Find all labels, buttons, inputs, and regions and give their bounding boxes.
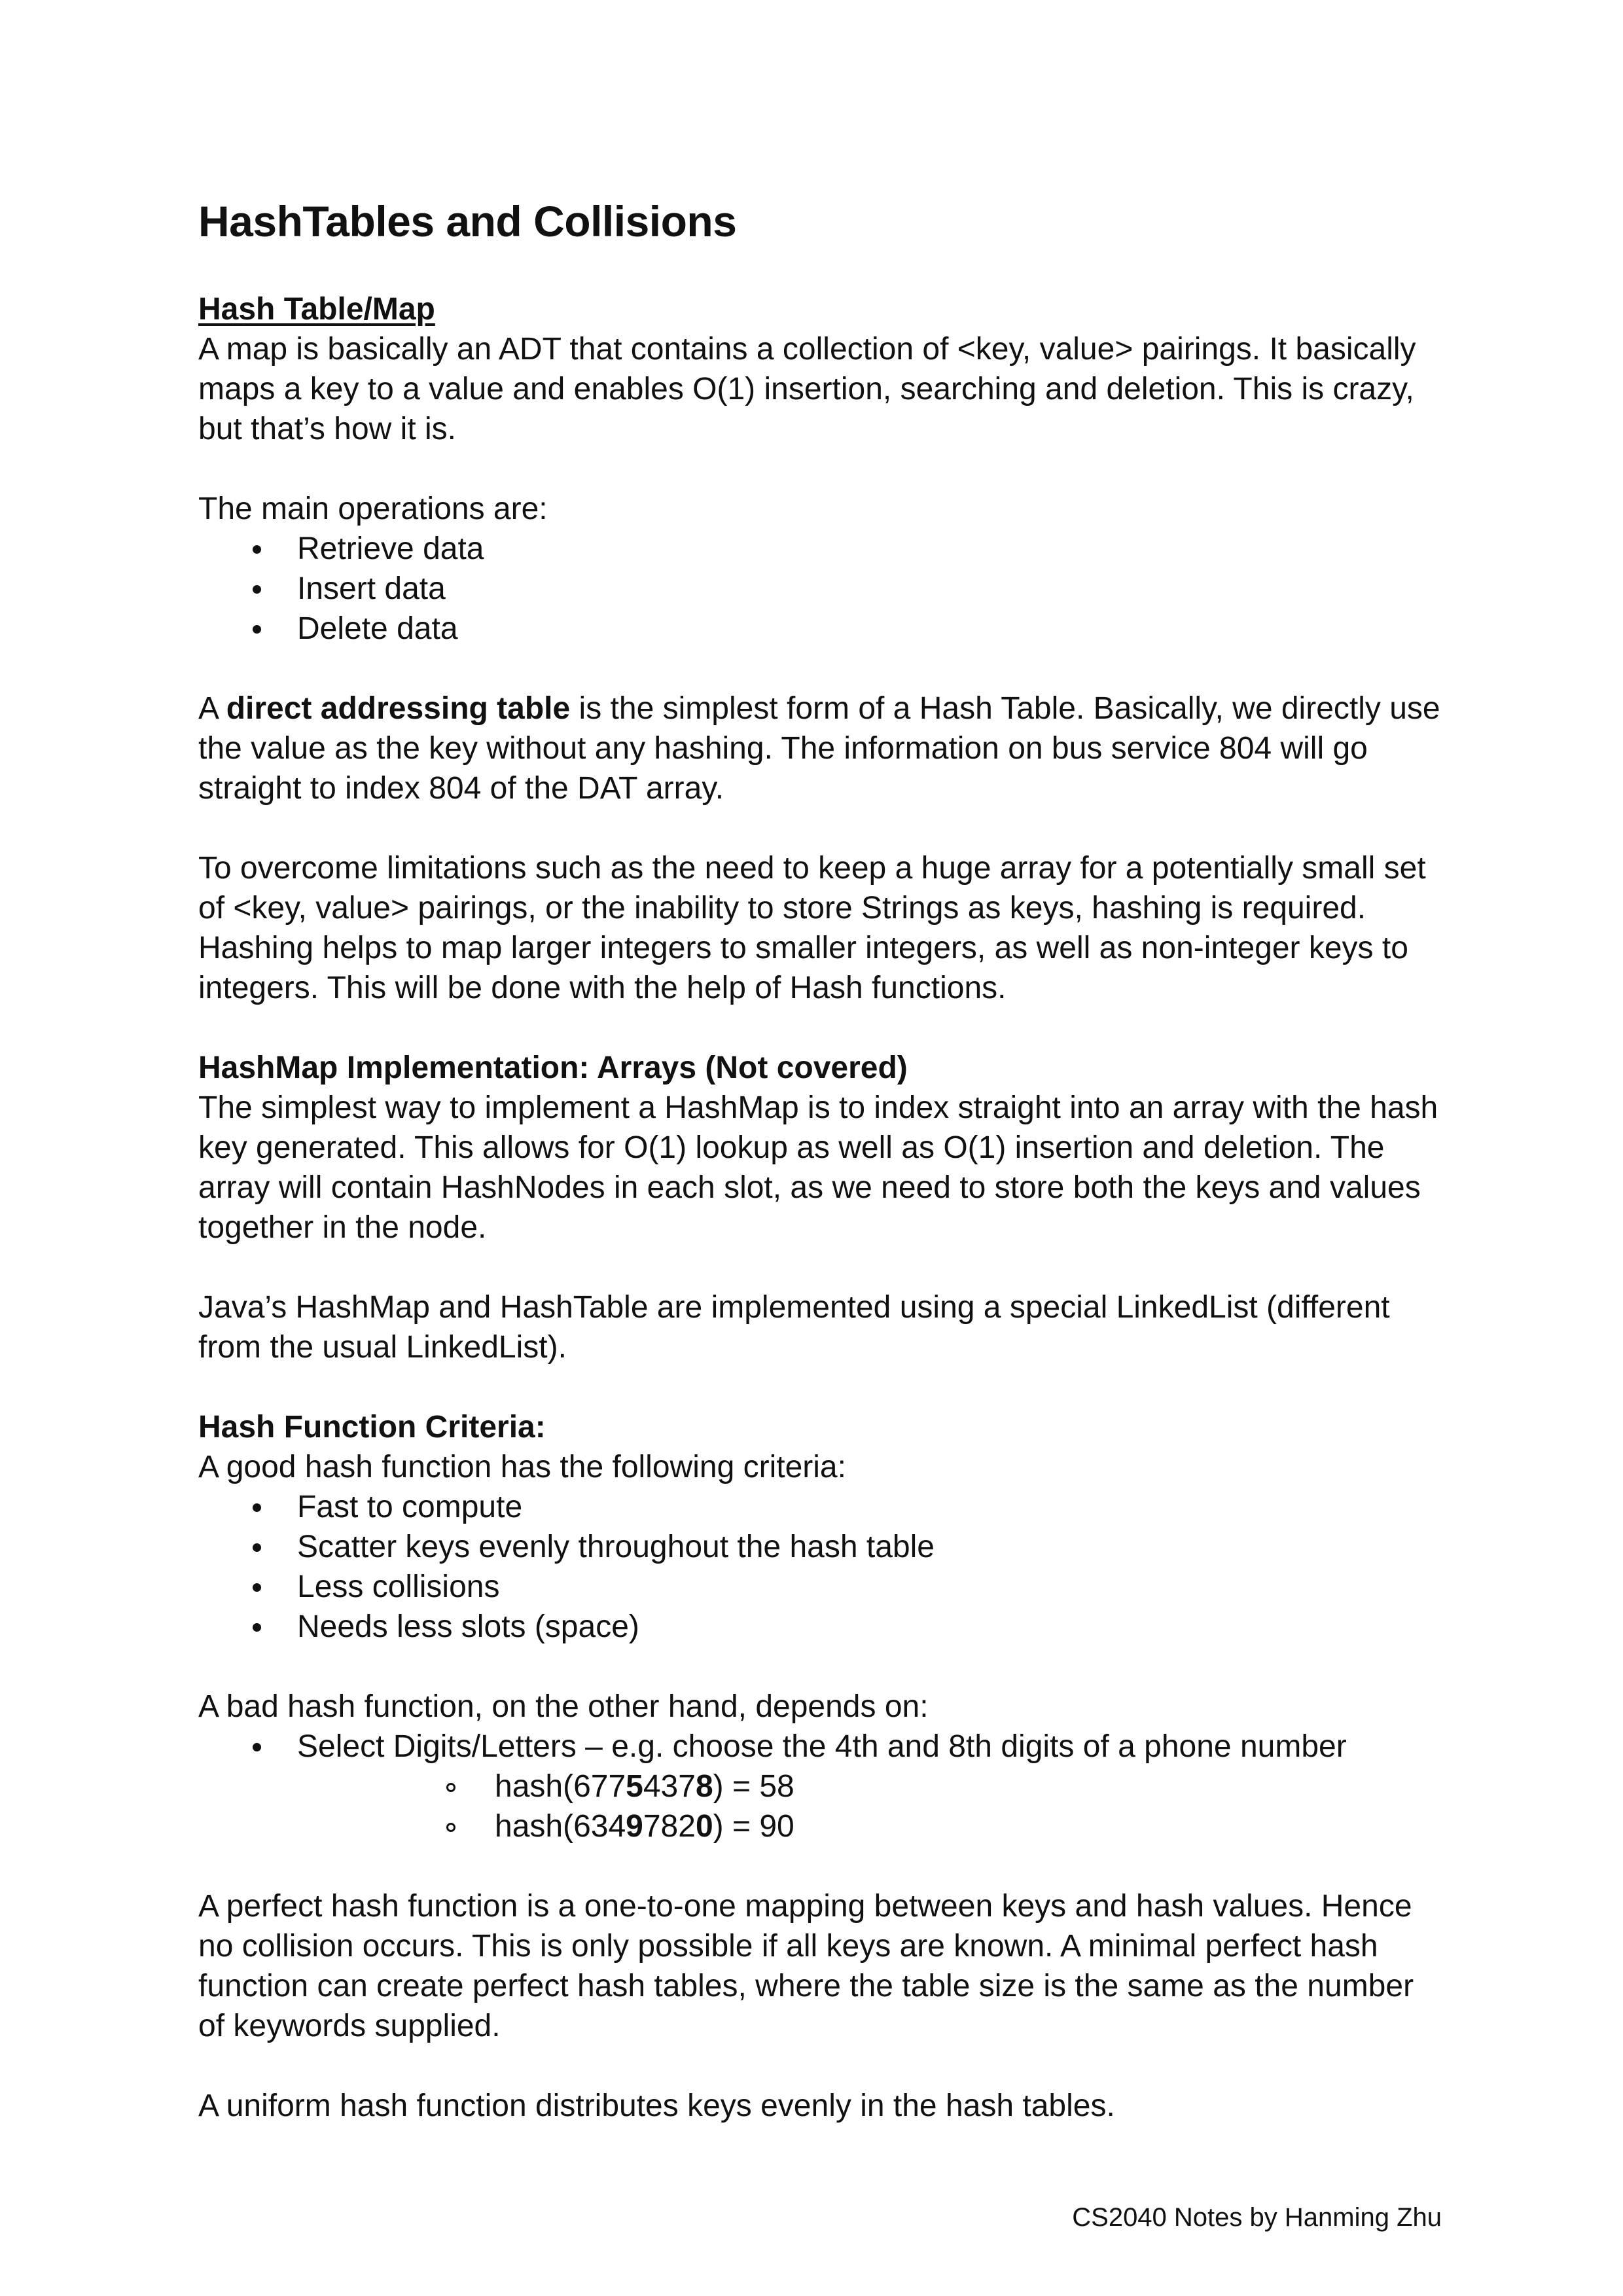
paragraph-java-hashmap: Java’s HashMap and HashTable are implemented using a special LinkedList (different from the usual LinkedList). xyxy=(198,1290,1390,1365)
bad-hash-intro: A bad hash function, on the other hand, depends on: xyxy=(198,1689,929,1724)
hash-examples-list xyxy=(297,1767,1442,1846)
document-page xyxy=(198,0,1442,2296)
operations-intro: The main operations are: xyxy=(198,492,548,526)
bullet-icon xyxy=(253,545,261,554)
paragraph-direct-addressing: A direct addressing table is the simplest form of a Hash Table. Basically, we directly use the value as the key without any hashing. The information on bus service 804 will go straight to index 804 of the DAT array. xyxy=(198,691,1440,806)
bullet-icon xyxy=(253,625,261,634)
hash-example: hash(67754378) = 58 xyxy=(297,1767,1442,1806)
page-footer: CS2040 Notes by Hanming Zhu xyxy=(1072,2203,1442,2232)
paragraph-hashing-motivation: To overcome limitations such as the need to keep a huge array for a potentially small set of <key, value> pairings, or the inability to store Strings as keys, hashing is required. Hashing helps to map larger integers to smaller integers, as well as non-integer keys to integers. This will be done with the help of Hash functions. xyxy=(198,851,1426,1005)
paragraph-uniform-hash: A uniform hash function distributes keys evenly in the hash tables. xyxy=(198,2089,1115,2123)
bullet-icon xyxy=(253,1583,261,1592)
section-heading-hash-function-criteria: Hash Function Criteria: xyxy=(198,1410,546,1444)
bullet-icon xyxy=(253,585,261,594)
list-item: Less collisions xyxy=(198,1567,1442,1607)
page-title: HashTables and Collisions xyxy=(198,197,737,245)
term-direct-addressing-table: direct addressing table xyxy=(226,691,571,726)
list-item: Select Digits/Letters – e.g. choose the 4th and 8th digits of a phone number hash(67754378) = 58 hash(63497820) = 90 xyxy=(198,1727,1442,1846)
list-item: Delete data xyxy=(198,609,1442,649)
bad-hash-list xyxy=(198,1727,1442,1846)
operations-list xyxy=(198,529,1442,649)
paragraph-perfect-hash: A perfect hash function is a one-to-one mapping between keys and hash values. Hence no collision occurs. This is only possible if all keys are known. A minimal perfect hash function can create perfect hash tables, where the table size is the same as the number of keywords supplied. xyxy=(198,1889,1414,2043)
section-heading-hash-table: Hash Table/Map xyxy=(198,292,435,327)
bullet-icon xyxy=(253,1743,261,1751)
list-item: Insert data xyxy=(198,569,1442,609)
list-item: Fast to compute xyxy=(198,1487,1442,1527)
section-heading-hashmap-arrays: HashMap Implementation: Arrays (Not covered) xyxy=(198,1050,908,1085)
paragraph-map-definition: A map is basically an ADT that contains a collection of <key, value> pairings. It basically maps a key to a value and enables O(1) insertion, searching and deletion. This is crazy, but that’s how it is. xyxy=(198,332,1416,446)
sub-bullet-icon xyxy=(446,1823,455,1832)
criteria-list xyxy=(198,1487,1442,1647)
list-item: Retrieve data xyxy=(198,529,1442,569)
document-body xyxy=(198,289,1442,2126)
criteria-intro: A good hash function has the following criteria: xyxy=(198,1450,846,1484)
list-item: Needs less slots (space) xyxy=(198,1607,1442,1647)
bullet-icon xyxy=(253,1543,261,1552)
list-item: Scatter keys evenly throughout the hash table xyxy=(198,1527,1442,1567)
paragraph-hashmap-arrays: The simplest way to implement a HashMap is to index straight into an array with the hash key generated. This allows for O(1) lookup as well as O(1) insertion and deletion. The array will contain HashNodes in each slot, as we need to store both the keys and values together in the node. xyxy=(198,1090,1438,1245)
bullet-icon xyxy=(253,1623,261,1632)
bullet-icon xyxy=(253,1503,261,1512)
sub-bullet-icon xyxy=(446,1783,455,1792)
hash-example: hash(63497820) = 90 xyxy=(297,1806,1442,1846)
